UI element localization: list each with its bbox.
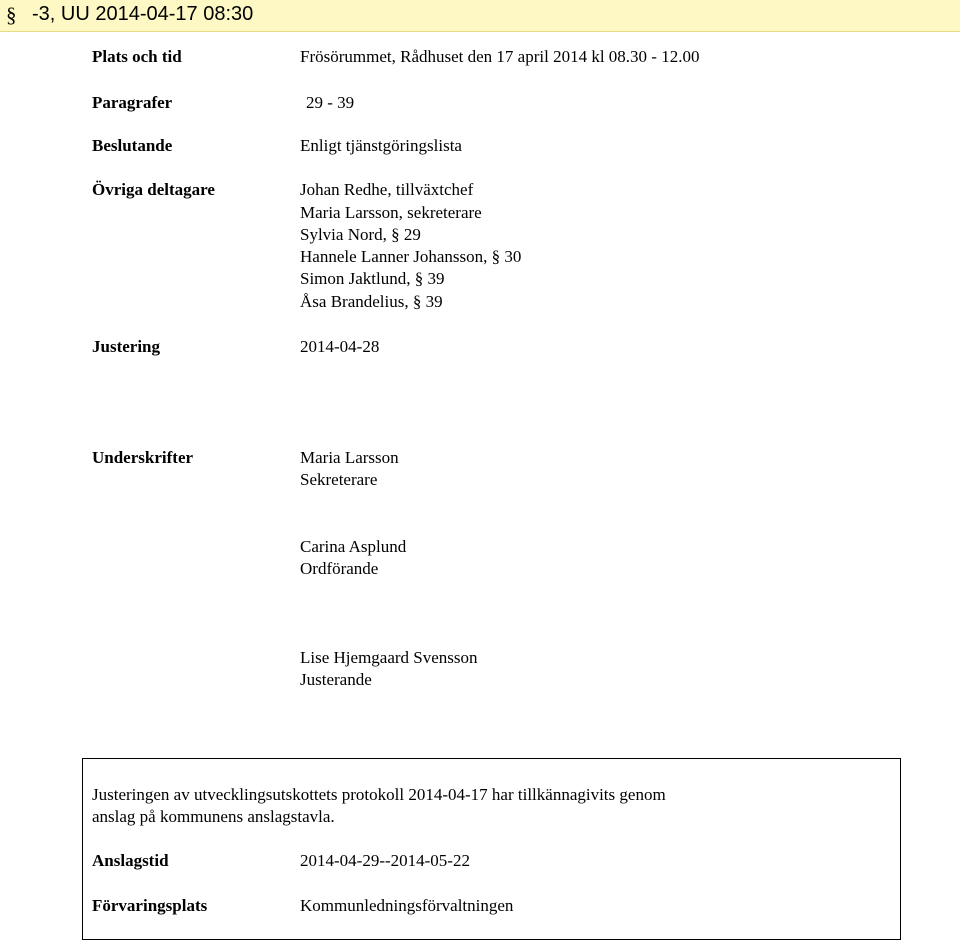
anslagstid-value: 2014-04-29--2014-05-22 xyxy=(300,851,470,870)
underskrifter-label: Underskrifter xyxy=(92,448,194,467)
signature-name: Maria Larsson xyxy=(300,448,399,467)
page-title: -3, UU 2014-04-17 08:30 xyxy=(32,3,254,25)
signature-name: Carina Asplund xyxy=(300,537,407,556)
ovriga-line: Johan Redhe, tillväxtchef xyxy=(300,180,474,199)
forvaringsplats-label: Förvaringsplats xyxy=(92,896,208,915)
ovriga-line: Sylvia Nord, § 29 xyxy=(300,225,421,244)
justering-value: 2014-04-28 xyxy=(300,337,380,356)
notice-text: anslag på kommunens anslagstavla. xyxy=(92,807,335,826)
ovriga-label: Övriga deltagare xyxy=(92,180,215,199)
plats-value: Frösörummet, Rådhuset den 17 april 2014 kl 08.30 - 12.00 xyxy=(300,47,700,66)
notice-text: Justeringen av utvecklingsutskottets protokoll 2014-04-17 har tillkännagivits genom xyxy=(92,785,666,804)
beslutande-value: Enligt tjänstgöringslista xyxy=(300,136,462,155)
plats-label: Plats och tid xyxy=(92,47,182,66)
forvaringsplats-value: Kommunledningsförvaltningen xyxy=(300,896,514,915)
beslutande-label: Beslutande xyxy=(92,136,173,155)
justering-label: Justering xyxy=(92,337,160,356)
ovriga-line: Simon Jaktlund, § 39 xyxy=(300,269,445,288)
ovriga-line: Maria Larsson, sekreterare xyxy=(300,203,482,222)
paragrafer-label: Paragrafer xyxy=(92,93,173,112)
header-bar xyxy=(0,0,960,32)
section-mark: § xyxy=(6,3,17,27)
ovriga-line: Hannele Lanner Johansson, § 30 xyxy=(300,247,522,266)
signature-role: Ordförande xyxy=(300,559,379,578)
ovriga-line: Åsa Brandelius, § 39 xyxy=(300,292,443,311)
signature-role: Sekreterare xyxy=(300,470,378,489)
anslagstid-label: Anslagstid xyxy=(92,851,169,870)
notice-box xyxy=(82,758,901,940)
signature-role: Justerande xyxy=(300,670,372,689)
paragrafer-value: 29 - 39 xyxy=(306,93,355,112)
signature-name: Lise Hjemgaard Svensson xyxy=(300,648,478,667)
